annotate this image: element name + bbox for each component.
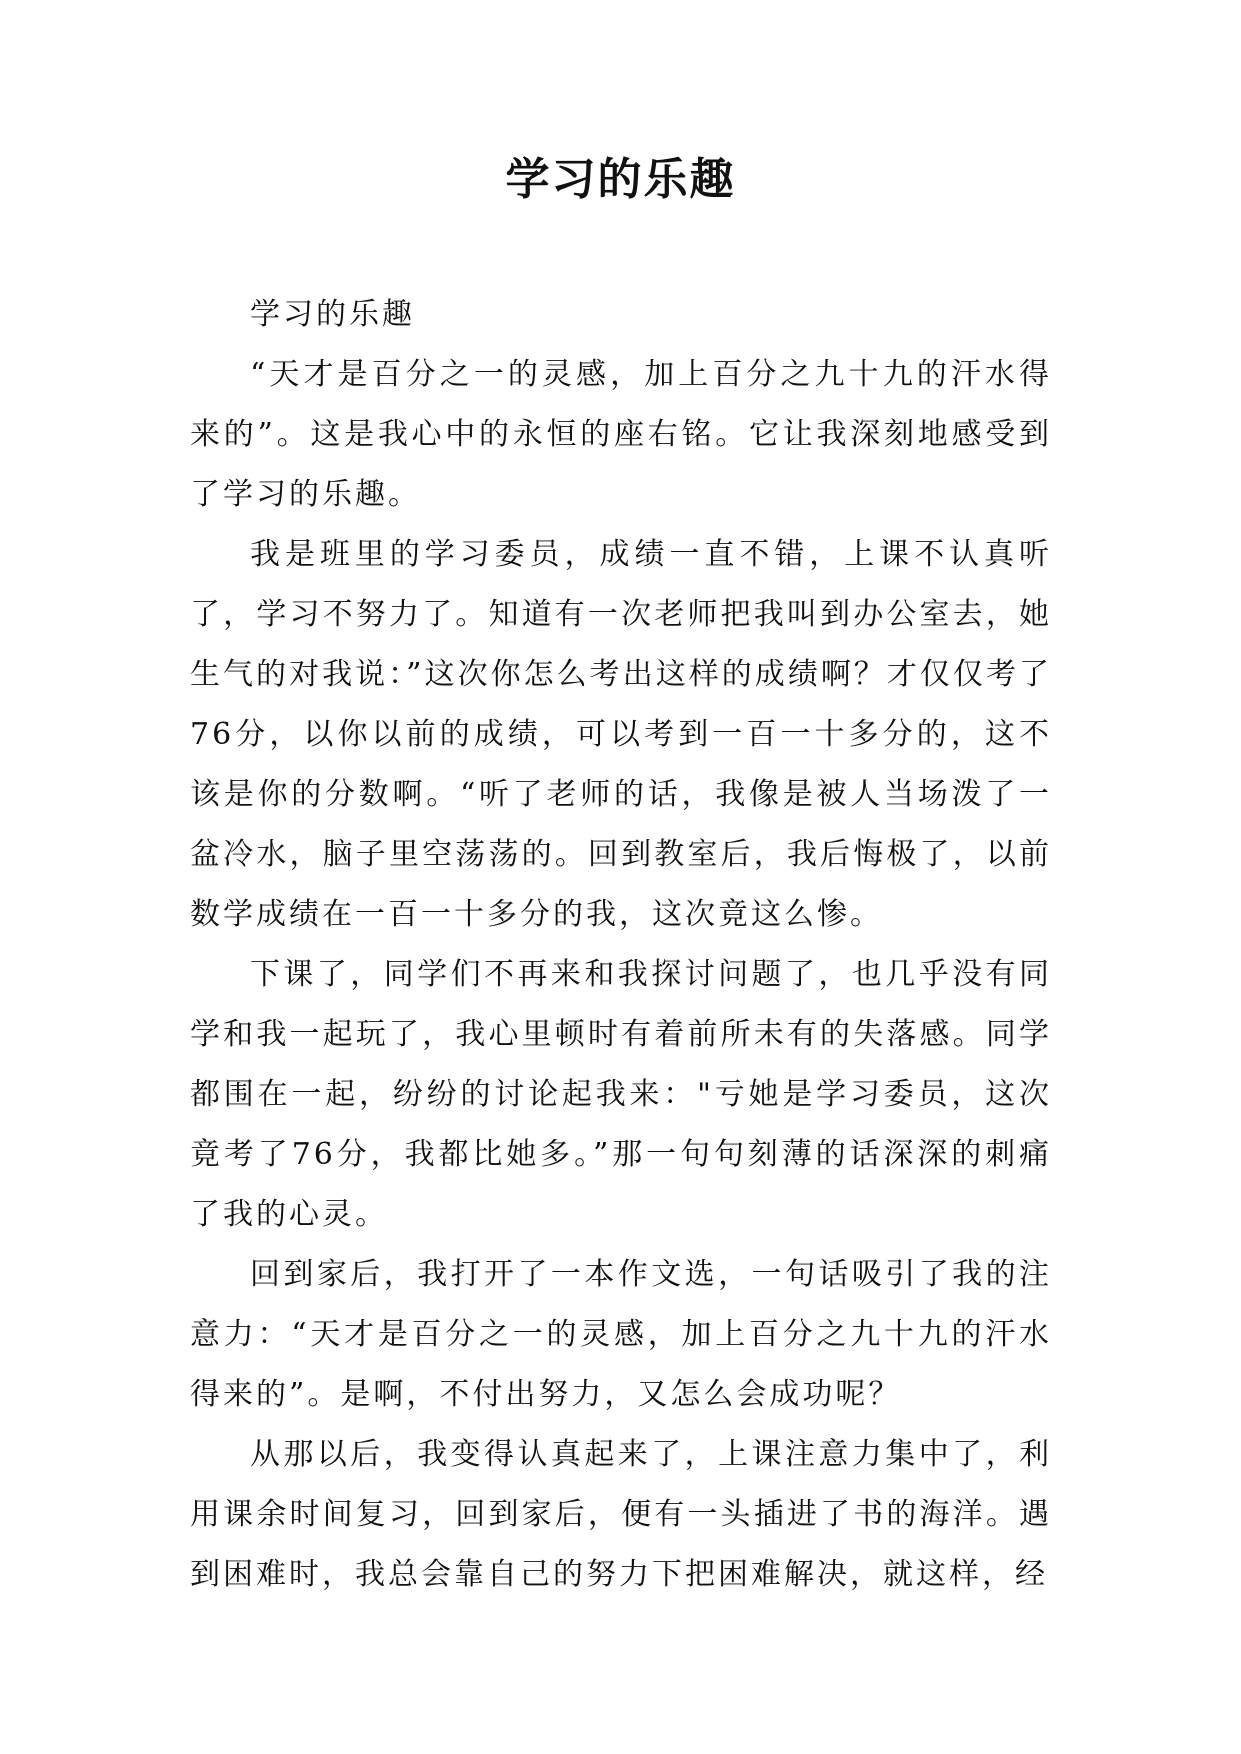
document-body bbox=[190, 285, 1052, 1605]
paragraph-subtitle: 学习的乐趣 bbox=[250, 297, 415, 332]
paragraph: 回到家后，我打开了一本作文选，一句话吸引了我的注意力：“天才是百分之一的灵感，加上百分之九十九的汗水得来的”。是啊，不付出努力，又怎么会成功呢？ bbox=[190, 1257, 1052, 1412]
paragraph: 我是班里的学习委员，成绩一直不错，上课不认真听了，学习不努力了。知道有一次老师把我叫到办公室去，她生气的对我说：”这次你怎么考出这样的成绩啊？才仅仅考了76分，以你以前的成绩，可以考到一百一十多分的，这不该是你的分数啊。“听了老师的话，我像是被人当场泼了一盆冷水，脑子里空荡荡的。回到教室后，我后悔极了，以前数学成绩在一百一十多分的我，这次竟这么惨。 bbox=[190, 537, 1052, 932]
document-title: 学习的乐趣 bbox=[505, 154, 736, 205]
paragraph: 从那以后，我变得认真起来了，上课注意力集中了，利用课余时间复习，回到家后，便有一头插进了书的海洋。遇到困难时，我总会靠自己的努力下把困难解决，就这样，经 bbox=[190, 1437, 1052, 1592]
paragraph: “天才是百分之一的灵感，加上百分之九十九的汗水得来的”。这是我心中的永恒的座右铭。它让我深刻地感受到了学习的乐趣。 bbox=[190, 357, 1052, 512]
paragraph: 下课了，同学们不再来和我探讨问题了，也几乎没有同学和我一起玩了，我心里顿时有着前所未有的失落感。同学都围在一起，纷纷的讨论起我来："亏她是学习委员，这次竟考了76分，我都比她多。”那一句句刻薄的话深深的刺痛了我的心灵。 bbox=[190, 957, 1052, 1232]
